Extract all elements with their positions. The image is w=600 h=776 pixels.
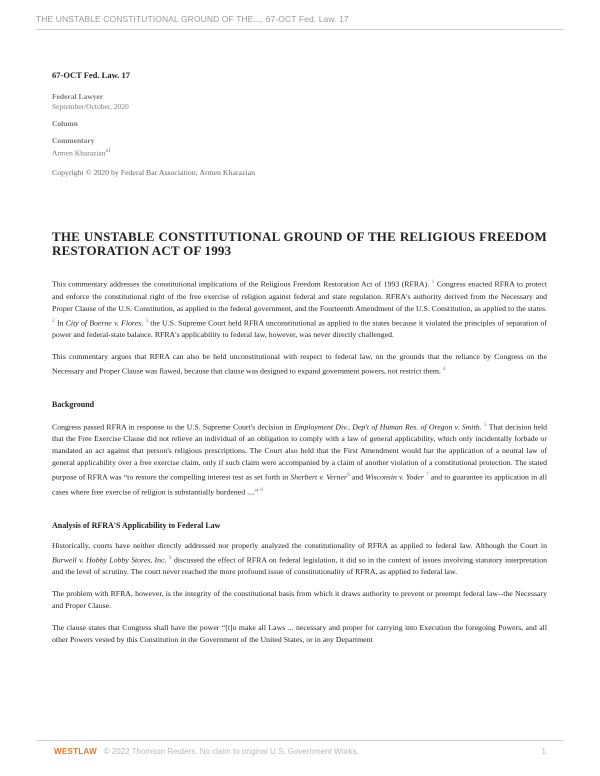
westlaw-logo: WESTLAW	[54, 747, 97, 756]
article-body	[52, 276, 547, 646]
analysis-paragraph-1	[52, 540, 547, 579]
background-paragraph	[52, 419, 547, 499]
text-run: discussed the effect of RFRA on federal legislation, it did so in the context of issues involving statutory interpretation and the level of scrutiny. The court never reached the more profound issue of constitutionality of RFRA, as applied to federal law.	[52, 555, 547, 577]
publication-date: September/October, 2020	[52, 102, 129, 111]
text-run: the U.S. Supreme Court held RFRA unconstitutional as applied to the states because it violated the principles of separation of power and federal-state balance. RFRA's applicability to federal law, however, was never directly challenged.	[52, 318, 547, 340]
intro-paragraph-2	[52, 351, 547, 378]
footnote-link-6[interactable]: 6	[347, 472, 350, 479]
citation: 67-OCT Fed. Law. 17	[52, 70, 131, 80]
document-meta	[52, 70, 552, 177]
footer-divider	[36, 740, 564, 741]
running-header: THE UNSTABLE CONSTITUTIONAL GROUND OF THE..., 67-OCT Fed. Law. 17	[36, 14, 349, 24]
text-run: That decision held that the Free Exercise Clause did not relieve an individual of an obligation to comply with a law of general applicability, which only incidentally forbade or mandated an act against that person's religious prescriptions. The Court also held that the First Amendment would bar the application of a neutral law of general applicability over a free exercise claim, only if such claim were accompanied by a claim of another violation of a constitutional protection. The stated purpose of RFRA was “to restore the compelling interest test as set forth in	[52, 422, 548, 482]
section-heading-analysis: Analysis of RFRA'S Applicability to Federal Law	[52, 520, 221, 530]
section-heading-background: Background	[52, 399, 95, 409]
case-name: Burwell v. Hobby Lobby Stores, Inc.	[52, 555, 167, 565]
section-label: Column	[52, 119, 78, 128]
copyright-notice	[99, 747, 359, 756]
case-name: City of Boerne v. Flores,	[65, 318, 144, 328]
author-name: Armen Kharazian	[52, 148, 106, 158]
article-title: THE UNSTABLE CONSTITUTIONAL GROUND OF THE RELIGIOUS FREEDOM RESTORATION ACT OF 1993	[52, 229, 547, 258]
footnote-link-7[interactable]: 7	[425, 472, 429, 479]
intro-paragraph-1	[52, 276, 547, 341]
analysis-paragraph-3: The clause states that Congress shall have the power “[t]o make all Laws ... necessary and proper for carrying into Execution the foregoing Powers, and all other Powers vested by this Constitution in the Government of the United States, or in any Department	[52, 623, 547, 645]
text-run: and to guarantee its application in all cases where free exercise of religion is substantially burdened ....”	[52, 472, 548, 497]
text-run: In	[54, 318, 66, 328]
page-footer	[54, 747, 546, 759]
copyright-line: Copyright © 2020 by Federal Bar Association; Armen Kharazian	[52, 167, 255, 177]
case-name: Employment Div., Dep't of Human Res. of Oregon v. Smith.	[294, 422, 482, 432]
publication-label: Federal Lawyer	[52, 92, 104, 101]
case-name: Sherbert v. Verner	[290, 472, 348, 482]
footnote-link-5[interactable]: 5	[483, 421, 487, 428]
header-divider	[36, 29, 564, 30]
footnote-link-8[interactable]: 8	[260, 486, 264, 493]
footnote-link-4[interactable]: 4	[442, 366, 446, 373]
footnote-link-1[interactable]: 1	[431, 279, 435, 285]
type-label: Commentary	[52, 136, 95, 145]
footnote-link-3[interactable]: 3	[145, 317, 149, 324]
text-run: Congress passed RFRA in response to the U.S. Supreme Court's decision in	[52, 422, 295, 432]
text-run: and	[349, 472, 366, 482]
notice-text: © 2022 Thomson Reuters. No claim to original U.S. Government Works.	[103, 747, 359, 756]
footnote-link-9[interactable]: 9	[168, 554, 172, 561]
analysis-paragraph-2: The problem with RFRA, however, is the integrity of the constitutional basis from which it draws authority to prevent or preempt federal law--the Necessary and Proper Clause.	[52, 589, 547, 611]
case-name: Wisconsin v. Yoder	[365, 472, 424, 482]
page-number: 1	[541, 747, 546, 756]
text-run: This commentary argues that RFRA can also be held unconstitutional with respect to federal law, on the grounds that the reliance by Congress on the Necessary and Proper Clause was flawed, because that clause was designed to expand government powers, not restrict them.	[52, 352, 547, 376]
author-footnote-link[interactable]: a1	[105, 148, 112, 154]
author-line	[52, 146, 552, 159]
text-run: Congress enacted RFRA to protect and enforce the constitutional right of the free exercise of religion against federal and state regulation. RFRA's authority derived from the Necessary and Proper Clause of the U.S. Constitution, as applied to the federal government, and the Fourteenth Amendment of the U.S. Constitution, as applied to the states.	[52, 279, 547, 313]
text-run: Historically, courts have neither directly addressed nor properly analyzed the constitutionality of RFRA as applied to federal law. Although the Court in	[52, 540, 547, 550]
footnote-link-2[interactable]: 2	[52, 317, 55, 324]
text-run: This commentary addresses the constitutional implications of the Religious Freedom Restoration Act of 1993 (RFRA).	[52, 279, 430, 289]
